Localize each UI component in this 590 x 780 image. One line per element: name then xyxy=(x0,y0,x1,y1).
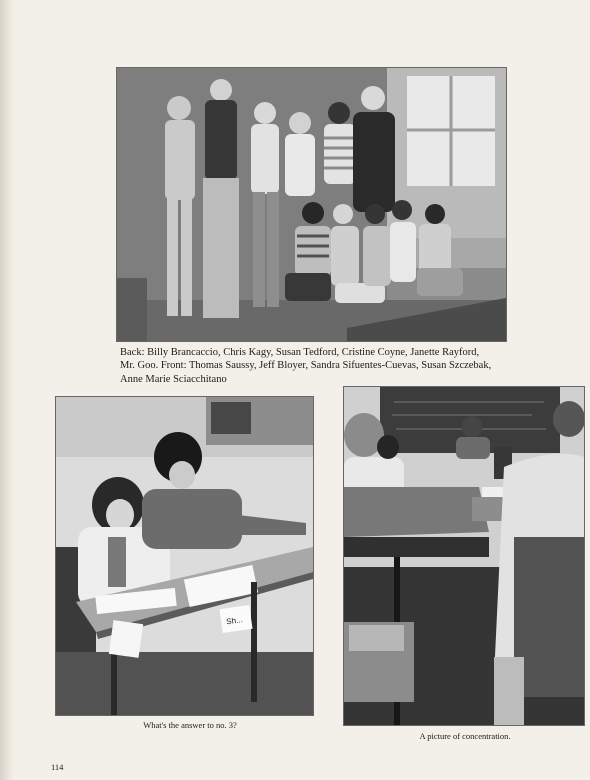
classroom-photo-left-image xyxy=(56,397,313,715)
page-binding-edge xyxy=(0,0,14,780)
caption-line: Anne Marie Sciacchitano xyxy=(120,373,227,385)
caption-line: Back: Billy Brancaccio, Chris Kagy, Susan Tedford, Cristine Coyne, Janette Rayford, xyxy=(120,347,480,358)
classroom-photo-left xyxy=(55,396,314,716)
group-photo xyxy=(116,67,507,342)
group-photo-caption xyxy=(120,346,516,386)
ghost-heading-bleedthrough xyxy=(150,24,440,58)
classroom-photo-right-caption: A picture of concentration. xyxy=(419,731,511,741)
page-number: 114 xyxy=(51,762,64,772)
caption-line: Mr. Goo. Front: Thomas Saussy, Jeff Bloyer, Sandra Sifuentes-Cuevas, Susan Szczebak, xyxy=(120,360,492,372)
classroom-photo-left-caption: What's the answer to no. 3? xyxy=(143,720,237,730)
classroom-photo-right xyxy=(343,386,585,726)
group-photo-image xyxy=(117,68,506,341)
desk-sign-text: Sh... xyxy=(225,615,244,627)
classroom-photo-right-image xyxy=(344,387,584,725)
